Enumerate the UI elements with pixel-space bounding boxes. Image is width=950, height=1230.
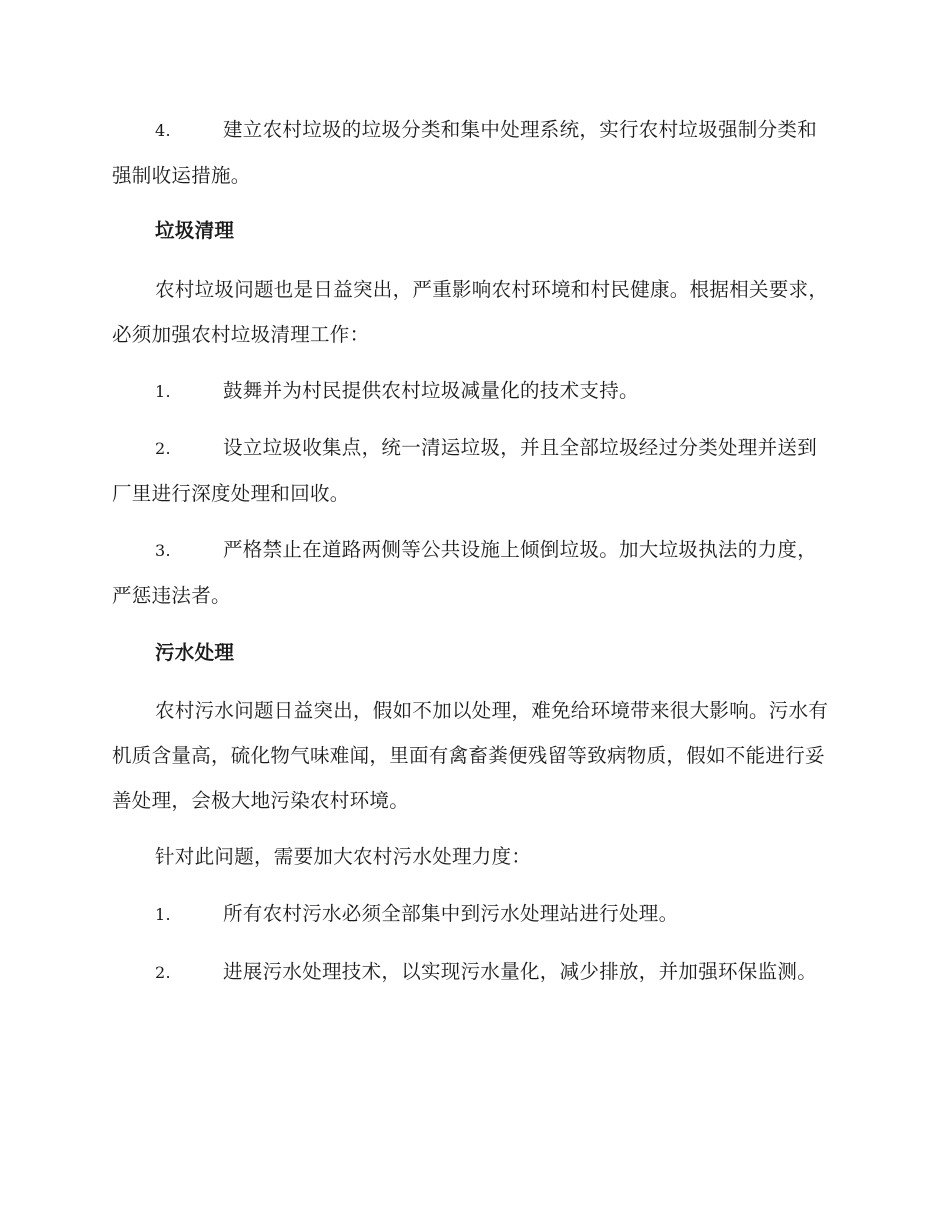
list-item-text: 严格禁止在道路两侧等公共设施上倾倒垃圾。加大垃圾执法的力度，严惩违法者。 <box>112 538 818 607</box>
sewage-lead-paragraph: 针对此问题，需要加大农村污水处理力度： <box>155 845 532 868</box>
list-item-4 <box>112 107 834 198</box>
section-heading-garbage: 垃圾清理 <box>155 219 235 242</box>
list-item-text: 设立垃圾收集点，统一清运垃圾，并且全部垃圾经过分类处理并送到厂里进行深度处理和回收。 <box>112 436 818 505</box>
sewage-list-item-1 <box>112 891 834 937</box>
list-item-text: 鼓舞并为村民提供农村垃圾减量化的技术支持。 <box>223 379 639 402</box>
list-item-text: 所有农村污水必须全部集中到污水处理站进行处理。 <box>223 902 679 925</box>
sewage-list-item-2 <box>112 949 834 995</box>
garbage-list-item-3 <box>112 527 834 618</box>
list-number: 1. <box>155 905 171 924</box>
list-number: 1. <box>155 382 171 401</box>
sewage-intro-paragraph: 农村污水问题日益突出，假如不加以处理，难免给环境带来很大影响。污水有机质含量高，硫化物气味难闻，里面有禽畜粪便残留等致病物质，假如不能进行妥善处理，会极大地污染农村环境。 <box>112 699 829 812</box>
list-number: 2. <box>155 963 171 982</box>
section-heading-sewage: 污水处理 <box>155 641 235 664</box>
list-number: 3. <box>155 541 171 560</box>
list-item-text: 建立农村垃圾的垃圾分类和集中处理系统，实行农村垃圾强制分类和强制收运措施。 <box>112 118 818 187</box>
list-item-text: 进展污水处理技术，以实现污水量化，减少排放，并加强环保监测。 <box>223 960 818 983</box>
list-number: 2. <box>155 439 171 458</box>
garbage-list-item-1 <box>112 368 834 414</box>
garbage-intro-paragraph: 农村垃圾问题也是日益突出，严重影响农村环境和村民健康。根据相关要求，必须加强农村垃圾清理工作： <box>112 278 829 346</box>
garbage-list-item-2 <box>112 425 834 516</box>
list-number: 4. <box>155 121 171 140</box>
